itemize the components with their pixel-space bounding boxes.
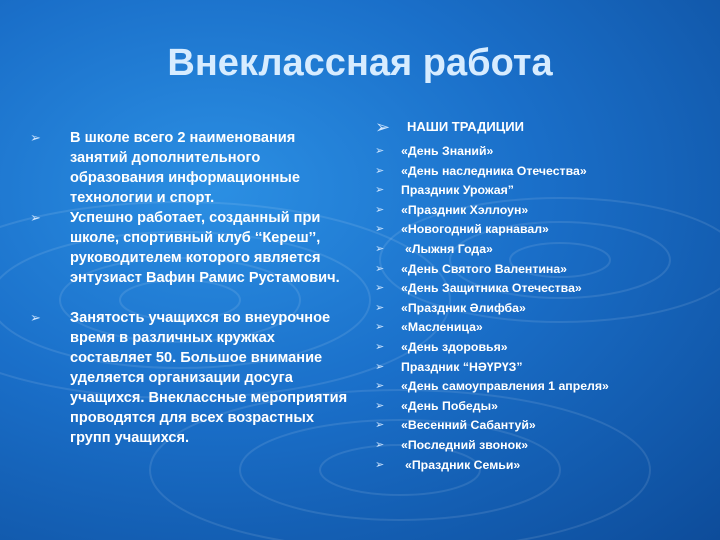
list-item-text: «День здоровья» bbox=[401, 339, 508, 354]
list-item-text: «Последний звонок» bbox=[401, 437, 529, 452]
list-item bbox=[375, 142, 715, 162]
left-bullet-item bbox=[30, 208, 355, 288]
traditions-column bbox=[375, 112, 715, 475]
list-item-text: «Масленица» bbox=[401, 320, 483, 335]
list-item bbox=[375, 201, 715, 221]
traditions-header-text: НАШИ ТРАДИЦИИ bbox=[407, 119, 524, 134]
list-item-text: «Праздник Семьи» bbox=[405, 457, 521, 472]
list-item bbox=[375, 318, 715, 338]
arrow-bullet-icon: ➢ bbox=[375, 164, 385, 177]
traditions-list bbox=[375, 142, 715, 475]
arrow-bullet-icon: ➢ bbox=[30, 210, 41, 225]
list-item bbox=[375, 162, 715, 182]
arrow-bullet-icon: ➢ bbox=[375, 360, 385, 373]
arrow-bullet-icon: ➢ bbox=[375, 184, 385, 197]
arrow-bullet-icon: ➢ bbox=[30, 310, 41, 325]
list-item-text: «День наследника Отечества» bbox=[401, 163, 587, 178]
arrow-bullet-icon: ➢ bbox=[375, 242, 385, 255]
left-bullet-text: Успешно работает, созданный при школе, спортивный клуб ‘‘Кереш’’, руководителем которого является энтузиаст Вафин Рамис Рустамович. bbox=[70, 210, 340, 286]
list-item bbox=[375, 358, 715, 378]
arrow-bullet-icon: ➢ bbox=[375, 399, 385, 412]
list-item-text: «Праздник Әлифба» bbox=[401, 300, 526, 315]
arrow-bullet-icon: ➢ bbox=[30, 130, 41, 145]
list-item-text: «Лыжня Года» bbox=[405, 241, 493, 256]
list-item-text: «День Святого Валентина» bbox=[401, 261, 568, 276]
list-item-text: «День Защитника Отечества» bbox=[401, 281, 582, 296]
list-item bbox=[375, 338, 715, 358]
list-item-text: «День Знаний» bbox=[401, 144, 494, 158]
left-bullet-item bbox=[30, 308, 355, 448]
arrow-bullet-icon: ➢ bbox=[375, 438, 385, 451]
arrow-bullet-icon: ➢ bbox=[375, 203, 385, 216]
list-item bbox=[375, 299, 715, 319]
list-item-text: «Весенний Сабантуй» bbox=[401, 418, 536, 433]
list-item bbox=[375, 397, 715, 417]
arrow-bullet-icon: ➢ bbox=[375, 340, 385, 353]
arrow-bullet-icon: ➢ bbox=[375, 282, 385, 295]
traditions-header bbox=[375, 112, 715, 142]
list-item bbox=[375, 436, 715, 456]
list-item bbox=[375, 416, 715, 436]
arrow-bullet-icon: ➢ bbox=[375, 117, 391, 137]
list-item-text: «Новогодний карнавал» bbox=[401, 222, 549, 237]
left-bullet-item bbox=[30, 128, 355, 208]
left-bullet-text: Занятость учащихся во внеурочное время в различных кружках составляет 50. Большое внимание уделяется организации досуга учащихся. Внеклассные мероприятия проводятся для всех возрастных групп учащихся. bbox=[70, 310, 348, 446]
slide-title: Внеклассная работа bbox=[167, 42, 553, 84]
arrow-bullet-icon: ➢ bbox=[375, 223, 385, 236]
list-item bbox=[375, 181, 715, 201]
arrow-bullet-icon: ➢ bbox=[375, 301, 385, 314]
arrow-bullet-icon: ➢ bbox=[375, 145, 385, 157]
list-item-text: Праздник “НӘҮРҮЗ” bbox=[401, 359, 523, 374]
arrow-bullet-icon: ➢ bbox=[375, 321, 385, 334]
arrow-bullet-icon: ➢ bbox=[375, 262, 385, 275]
list-item-text: «Праздник Хэллоун» bbox=[401, 202, 529, 217]
list-item bbox=[375, 240, 715, 260]
arrow-bullet-icon: ➢ bbox=[375, 458, 385, 471]
list-item bbox=[375, 279, 715, 299]
list-item bbox=[375, 377, 715, 397]
arrow-bullet-icon: ➢ bbox=[375, 419, 385, 432]
left-column bbox=[30, 128, 355, 448]
list-item-text: Праздник Урожая” bbox=[401, 183, 514, 198]
left-bullet-text: В школе всего 2 наименования занятий дополнительного образования информационные технологии и спорт. bbox=[70, 130, 300, 206]
list-item bbox=[375, 260, 715, 280]
list-item bbox=[375, 220, 715, 240]
arrow-bullet-icon: ➢ bbox=[375, 380, 385, 393]
list-item bbox=[375, 456, 715, 476]
list-item-text: «День самоуправления 1 апреля» bbox=[401, 379, 609, 394]
list-item-text: «День Победы» bbox=[401, 398, 498, 413]
